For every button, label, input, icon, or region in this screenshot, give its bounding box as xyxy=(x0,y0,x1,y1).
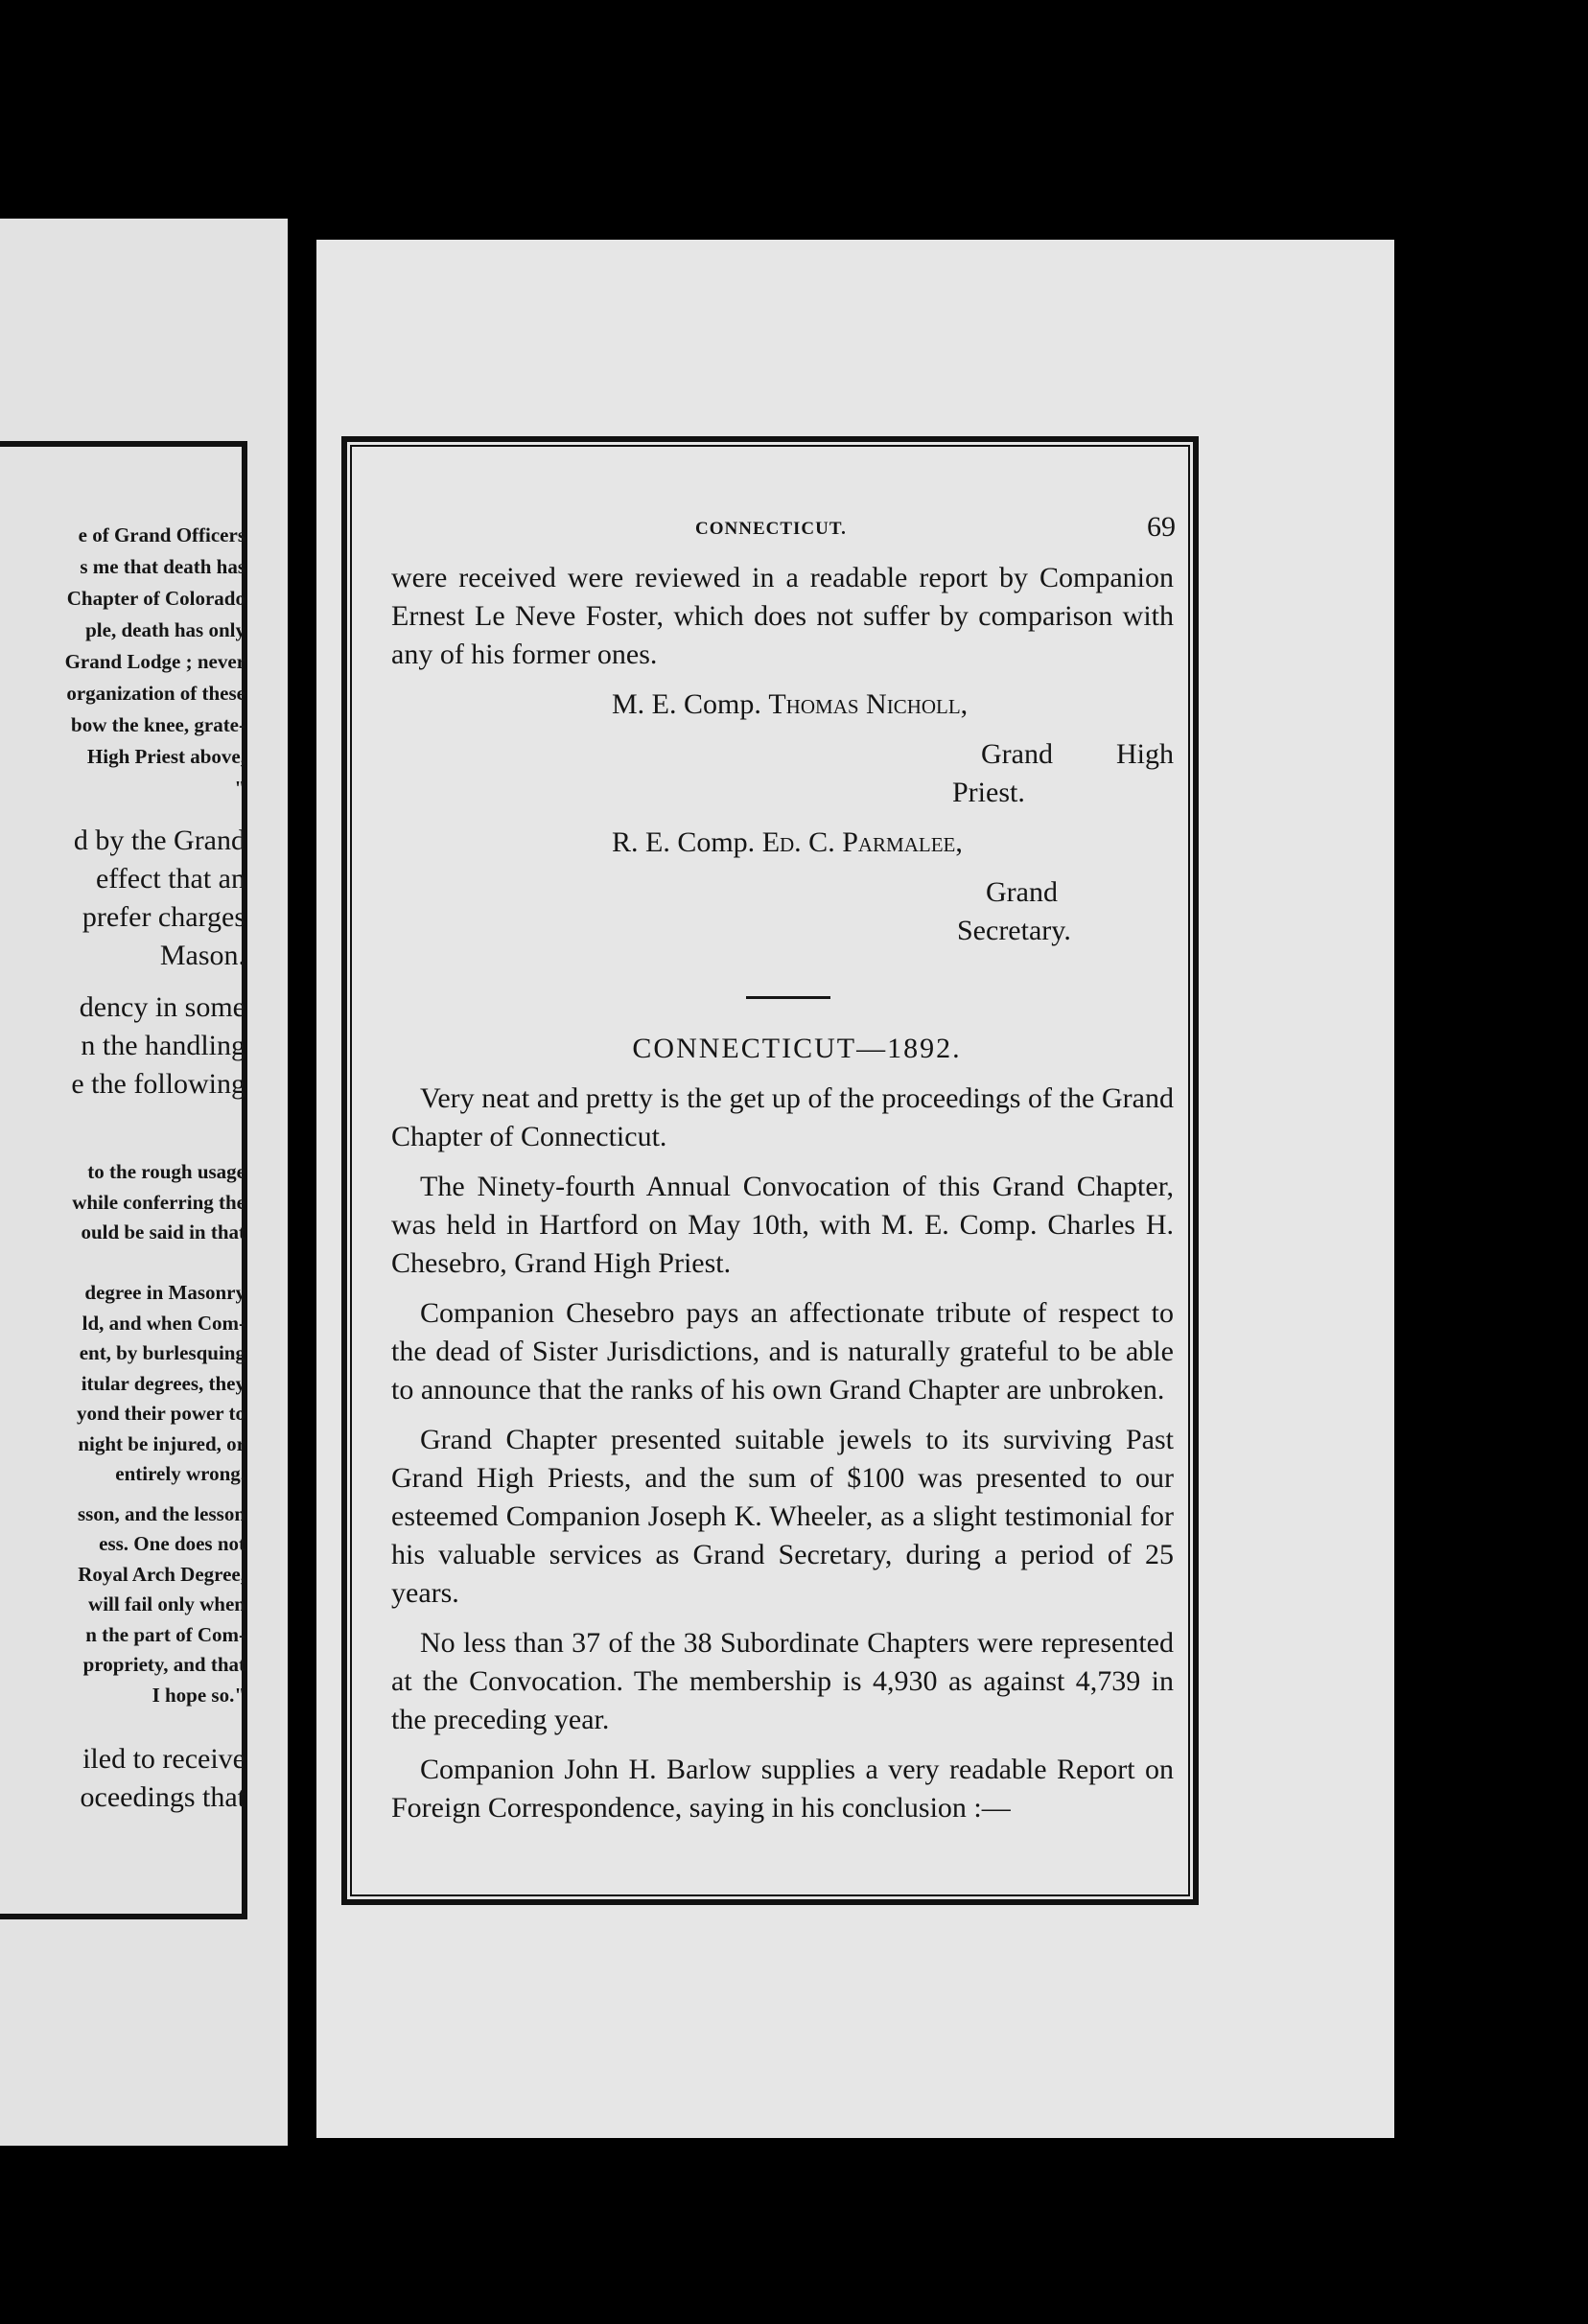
previous-page-line: oceedings that xyxy=(80,1781,245,1813)
signature-1-prefix: M. E. Comp. xyxy=(612,688,769,720)
paragraph: No less than 37 of the 38 Subordinate Chapters were represented at the Convocation. The membership is 4,930 as against 4,739 in the preceding year. xyxy=(391,1627,1174,1735)
opening-paragraph: were received were reviewed in a readable report by Companion Ernest Le Neve Foster, which does not suffer by comparison with any of his former ones. xyxy=(391,562,1174,670)
previous-page-line: propriety, and that xyxy=(82,1653,245,1676)
previous-page-line: Grand Lodge ; never xyxy=(64,650,245,673)
previous-page-line: sson, and the lesson xyxy=(77,1501,245,1525)
page-number: 69 xyxy=(1147,511,1176,543)
previous-page-line: ould be said in that xyxy=(81,1220,245,1243)
previous-page-line: dency in some xyxy=(79,991,245,1023)
section-title: CONNECTICUT—1892. xyxy=(632,1033,962,1064)
previous-page-line: entirely wrong. xyxy=(115,1462,245,1485)
paragraph: Grand Chapter presented suitable jewels to its surviving Past Grand High Priests, and the sum of $100 was presented to our esteemed Companion Joseph K. Wheeler, as a slight testimonial for his valuable services as Grand Secretary, during a period of 25 years. xyxy=(391,1424,1174,1609)
previous-page-line: organization of these xyxy=(66,682,245,705)
previous-page-line: prefer charges xyxy=(82,901,245,933)
previous-page-line: ld, and when Com- xyxy=(82,1311,245,1335)
signature-2-prefix: R. E. Comp. xyxy=(612,826,762,858)
previous-page-line: ent, by burlesquing xyxy=(79,1341,245,1364)
previous-page-line: n the part of Com- xyxy=(85,1622,245,1646)
signature-1-person: Thomas Nicholl, xyxy=(768,688,969,720)
previous-page-line: effect that an xyxy=(95,863,245,895)
signature-1-title: Grand High Priest. xyxy=(952,738,1174,808)
paragraph: Very neat and pretty is the get up of the proceedings of the Grand Chapter of Connecticut. xyxy=(391,1082,1174,1152)
previous-page-line: n the handling xyxy=(81,1030,245,1061)
previous-page-line: Chapter of Colorado xyxy=(66,587,245,610)
page-header xyxy=(316,511,1394,549)
signature-1-name xyxy=(391,686,1174,724)
previous-page-line: itular degrees, they xyxy=(81,1371,245,1395)
section-divider xyxy=(746,996,830,999)
previous-page-line: yond their power to xyxy=(77,1402,245,1425)
previous-page-line: High Priest above, xyxy=(86,745,245,768)
previous-page-line: degree in Masonry xyxy=(84,1281,245,1304)
previous-page-line: I hope so." xyxy=(152,1683,245,1707)
previous-page-line: while conferring the xyxy=(72,1190,245,1214)
previous-page-line: e the following xyxy=(71,1068,245,1100)
paragraph: The Ninety-fourth Annual Convocation of this Grand Chapter, was held in Hartford on May 10th, with M. E. Comp. Charles H. Chesebro, Grand High Priest. xyxy=(391,1171,1174,1279)
previous-page-line: ple, death has only xyxy=(85,618,245,641)
previous-page-line: ess. One does not xyxy=(99,1532,245,1555)
paragraph: Companion John H. Barlow supplies a very readable Report on Foreign Correspondence, saying in his conclusion :— xyxy=(391,1754,1174,1824)
previous-page-line: s me that death has xyxy=(80,555,245,578)
previous-page xyxy=(0,219,288,2146)
previous-page-line: d by the Grand xyxy=(73,825,245,856)
previous-page-line: iled to receive xyxy=(82,1743,245,1775)
running-head: CONNECTICUT. xyxy=(695,519,847,539)
signature-2-title: Grand Secretary. xyxy=(957,876,1071,946)
previous-page-line: e of Grand Officers xyxy=(78,523,245,546)
previous-page-line: night be injured, or xyxy=(78,1431,245,1455)
previous-page-line: " xyxy=(234,777,245,800)
paragraph: Companion Chesebro pays an affectionate tribute of respect to the dead of Sister Jurisdictions, and is naturally grateful to be able to announce that the ranks of his own Grand Chapter are unbroken. xyxy=(391,1297,1174,1406)
signature-2-name xyxy=(391,824,1174,862)
signature-2-person: Ed. C. Parmalee, xyxy=(761,826,963,858)
previous-page-line: Royal Arch Degree, xyxy=(78,1562,245,1586)
previous-page-line: bow the knee, grate- xyxy=(71,713,245,736)
page-body xyxy=(391,559,1174,1839)
previous-page-line: Mason. xyxy=(159,940,245,971)
previous-page-line: will fail only when xyxy=(88,1592,245,1615)
previous-page-line: to the rough usage xyxy=(87,1160,245,1183)
